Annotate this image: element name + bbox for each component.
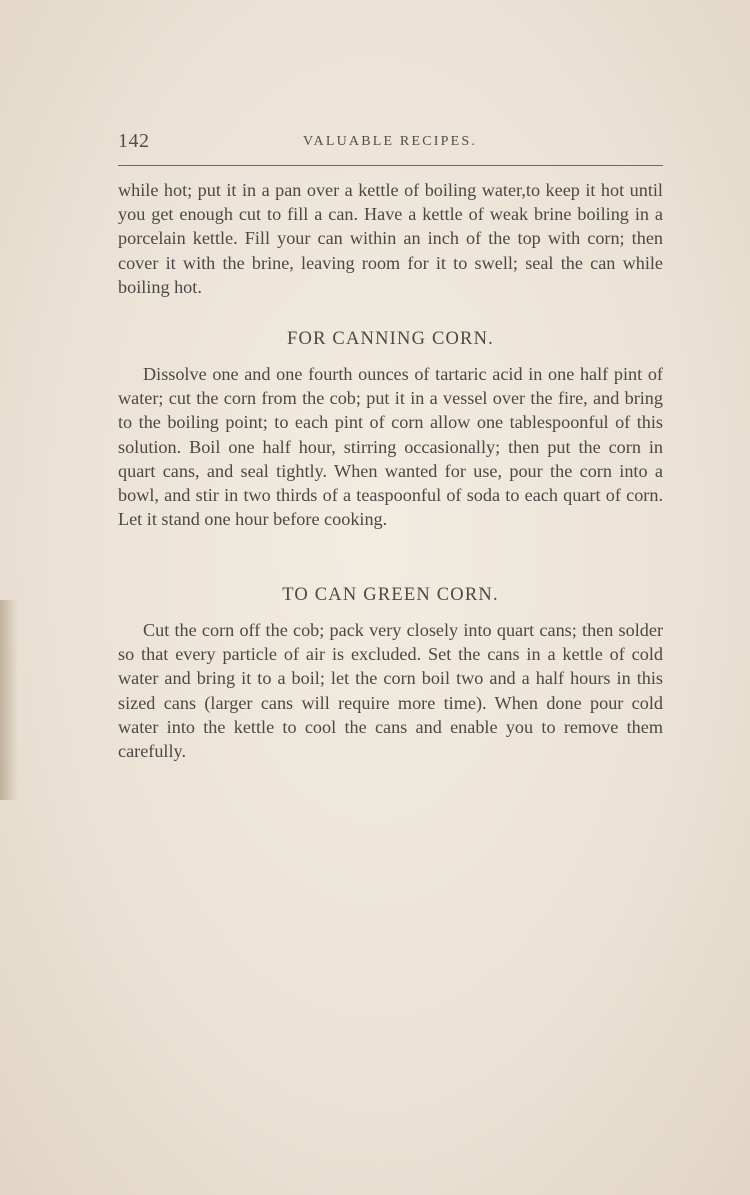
section-heading-canning-corn: FOR CANNING CORN. [287, 329, 494, 349]
section-body-canning-corn [118, 362, 663, 531]
section-body-green-corn [118, 618, 663, 763]
header-rule [118, 165, 663, 166]
running-head-title: VALUABLE RECIPES. [303, 134, 478, 149]
paragraph-green-corn: Cut the corn off the cob; pack very closely into quart cans; then solder so that every particle of air is excluded. Set the cans in a kettle of cold water and bring it to a boil; let the corn boil two and a half hours in this sized cans (larger cans will require more time). When done pour cold water into the kettle to cool the cans and enable you to remove them carefully. [118, 620, 663, 762]
continuation-paragraph [118, 178, 663, 299]
page-number: 142 [118, 130, 150, 152]
page-edge-stain [0, 600, 18, 800]
running-head [118, 128, 663, 158]
section-heading-green-corn: TO CAN GREEN CORN. [282, 585, 499, 605]
continuation-text: while hot; put it in a pan over a kettle of boiling water,to keep it hot until you get enough cut to fill a can. Have a kettle of weak brine boiling in a porcelain kettle. Fill your can within an inch of the top with corn; then cover it with the brine, leaving room for it to swell; seal the can while boiling hot. [118, 180, 663, 297]
paragraph-canning-corn: Dissolve one and one fourth ounces of tartaric acid in one half pint of water; cut the corn from the cob; put it in a vessel over the fire, and bring to the boiling point; to each pint of corn allow one tablespoonful of this solution. Boil one half hour, stirring occasionally; then put the corn in quart cans, and seal tightly. When wanted for use, pour the corn into a bowl, and stir in two thirds of a teaspoonful of soda to each quart of corn. Let it stand one hour before cooking. [118, 364, 663, 530]
